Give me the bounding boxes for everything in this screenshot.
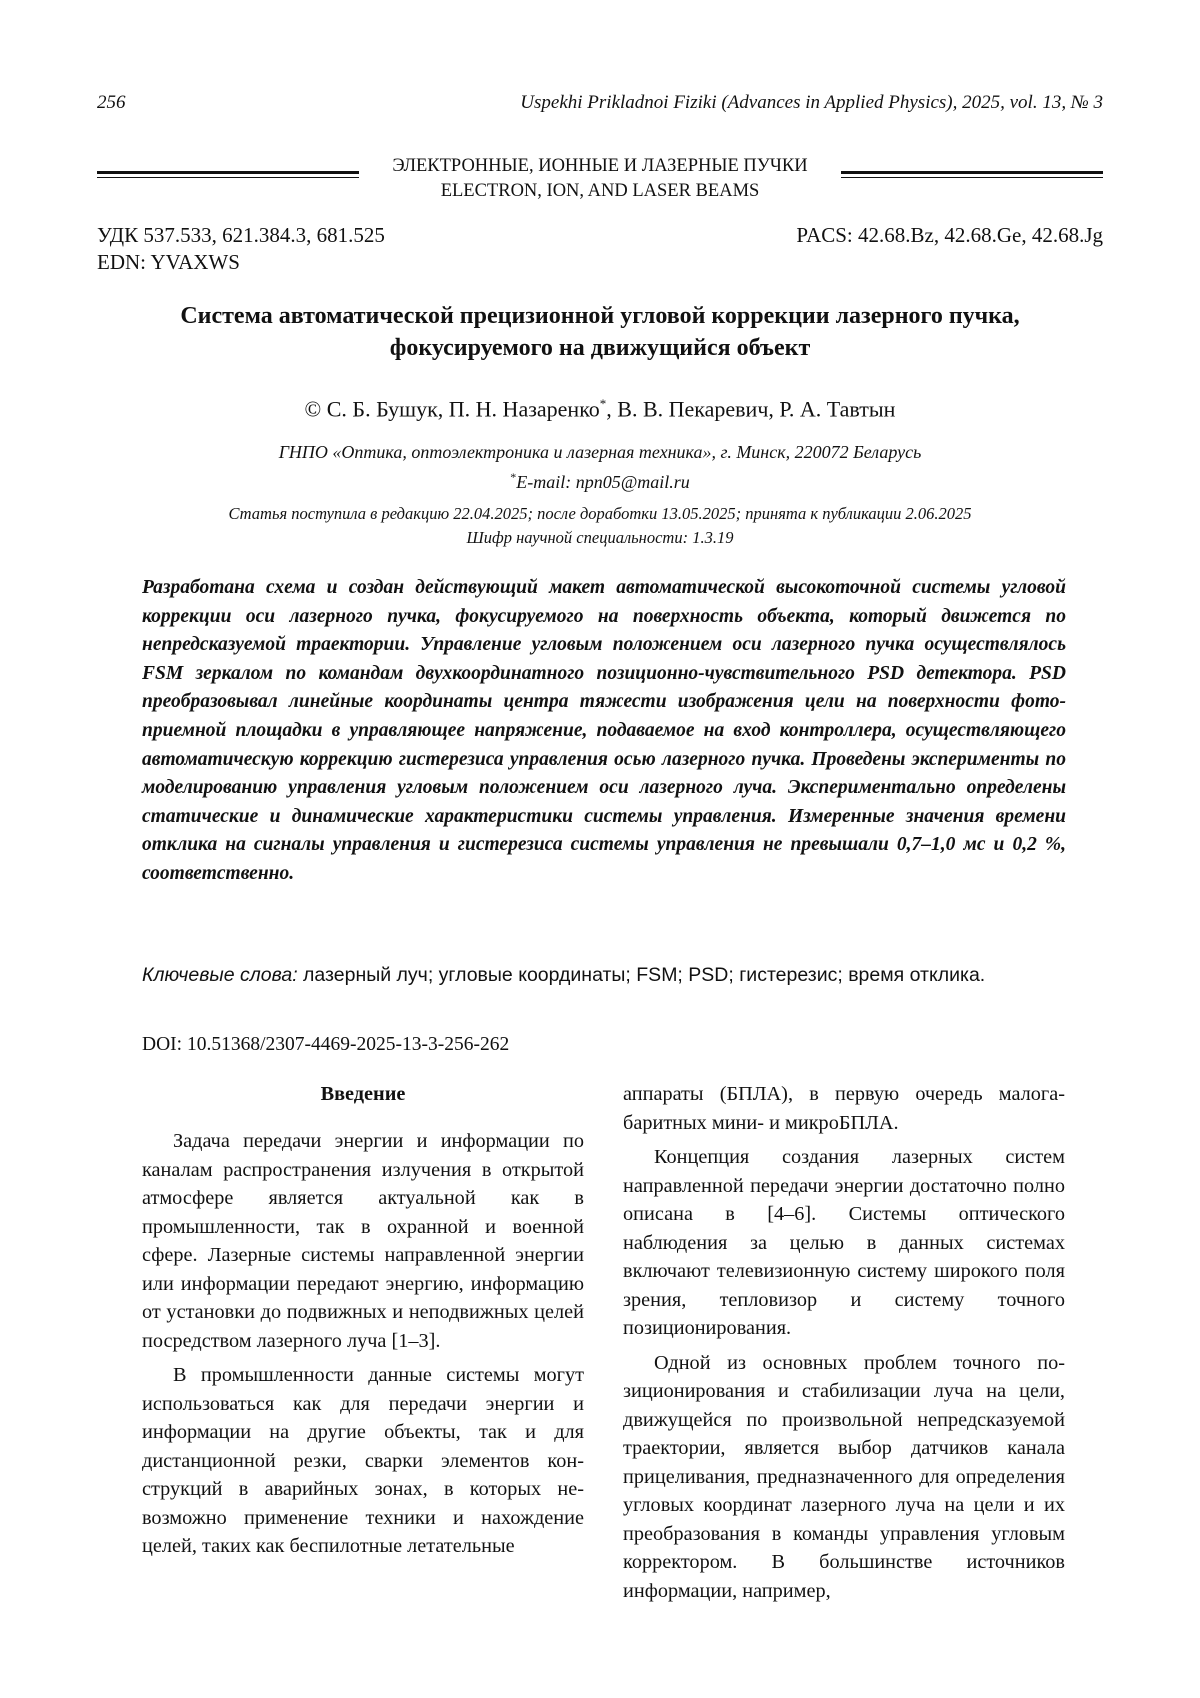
email-mark: * [510,470,516,484]
article-history [97,502,1103,550]
authors-part-2: , В. В. Пекаревич, Р. А. Тавтын [606,396,895,421]
abstract: Разработана схема и создан действующий макет автоматической высокоточной системы угловой коррекции оси лазерного пучка, фокусируемого на поверхность объекта, который движется по непредсказуемой траектории. Управление угловым положением оси лазерного пучка осуществлялось FSM зеркалом по командам двух­координатного позиционно-чувствительного PSD детектора. PSD преобразовывал линейные координаты центра тяжести изображения цели на поверхности фото­приемной площадки в управляющее напряжение, подаваемое на вход контроллера, осуществляющего автоматическую коррекцию гистерезиса управления осью лазер­ного пучка. Проведены эксперименты по моделированию управления угловым поло­жением оси лазерного луча. Экспериментально определены статические и динами­ческие характеристики системы управления. Измеренные значения времени отклика на сигналы управления и гистерезиса системы управления не превышали 0,7–1,0 мс и 0,2 %, соответственно. [142,574,1066,889]
history-dates: Статья поступила в редакцию 22.04.2025; после доработки 13.05.2025; принята к публикации 2.06.2025 [97,502,1103,526]
author-email-line [97,465,1103,495]
udk-code: УДК 537.533, 621.384.3, 681.525 [97,222,385,249]
section-rule-left [97,171,359,178]
journal-citation: Uspekhi Prikladnoi Fiziki (Advances in Applied Physics), 2025, vol. 13, № 3 [520,92,1103,114]
section-title [367,154,833,204]
body-column-right [623,1080,1065,1611]
keywords-text: лазерный луч; угловые координаты; FSM; PSD; гистерезис; время отклика. [303,964,985,986]
article-title-line-2: фокусируемого на движущийся объект [390,335,811,361]
keywords [142,961,1066,990]
edn-code: EDN: YVAXWS [97,249,240,276]
section-banner [97,154,1103,204]
affiliation [97,440,1103,495]
paragraph: Концепция создания лазерных систем направленной передачи энергии достаточно полно описана в [4–6]. Системы оптического наблюдения за целью в данных системах включают телевизионную систему широкого поля зрения, тепловизор и систему точного позиционирования. [623,1143,1065,1343]
corresponding-author-mark: * [600,396,607,411]
affiliation-org: ГНПО «Оптика, оптоэлектроника и лазерная техника», г. Минск, 220072 Беларусь [97,440,1103,465]
doi: DOI: 10.51368/2307-4469-2025-13-3-256-262 [142,1031,509,1059]
section-title-ru: ЭЛЕКТРОННЫЕ, ИОННЫЕ И ЛАЗЕРНЫЕ ПУЧКИ [367,154,833,179]
page-number: 256 [97,92,126,114]
section-title-en: ELECTRON, ION, AND LASER BEAMS [367,179,833,204]
body-column-left [142,1080,584,1567]
specialty-code: Шифр научной специальности: 1.3.19 [97,526,1103,550]
pacs-code: PACS: 42.68.Bz, 42.68.Ge, 42.68.Jg [796,222,1103,249]
author-list [97,390,1103,423]
paragraph: В промышленности данные системы мо­гут использоваться как для передачи энергии и информации на другие объекты, так и для дистанционной резки, сварки элементов кон­струкций в аварийных зонах, в которых не­возможно применение техники и нахождение целей, таких как беспилотные летательные [142,1361,584,1561]
section-rule-right [841,171,1103,178]
paragraph: Задача передачи энергии и информации по каналам распространения излучения в от­крытой атмосфере является актуальной как в промышленности, так в охранной и военной сфере. Лазерные системы направленной энер­гии или информации передают энергию, ин­формацию от установки до подвижных и не­подвижных целей посредством лазерного луча [1–3]. [142,1127,584,1355]
authors-part-1: © С. Б. Бушук, П. Н. Назаренко [305,396,600,421]
paragraph: Одной из основных проблем точного по­зиционирования и стабилизации луча на цели, движущейся по произвольной непредсказуе­мой траектории, является выбор датчиков ка­нала прицеливания, предназначенного для определения угловых координат лазерного луча на цели и их преобразования в команды управления угловым корректором. В боль­шинстве источников информации, например, [623,1349,1065,1606]
author-email: E-mail: npn05@mail.ru [516,472,690,492]
running-header [97,92,1103,118]
keywords-label: Ключевые слова: [142,964,298,986]
journal-page [0,0,1200,1698]
introduction-heading: Введение [142,1080,584,1108]
paragraph-continued: аппараты (БПЛА), в первую очередь малога­баритных мини- и микроБПЛА. [623,1080,1065,1137]
article-title [97,300,1103,364]
article-title-line-1: Система автоматической прецизионной угловой коррекции лазерного пучка, [180,303,1019,329]
